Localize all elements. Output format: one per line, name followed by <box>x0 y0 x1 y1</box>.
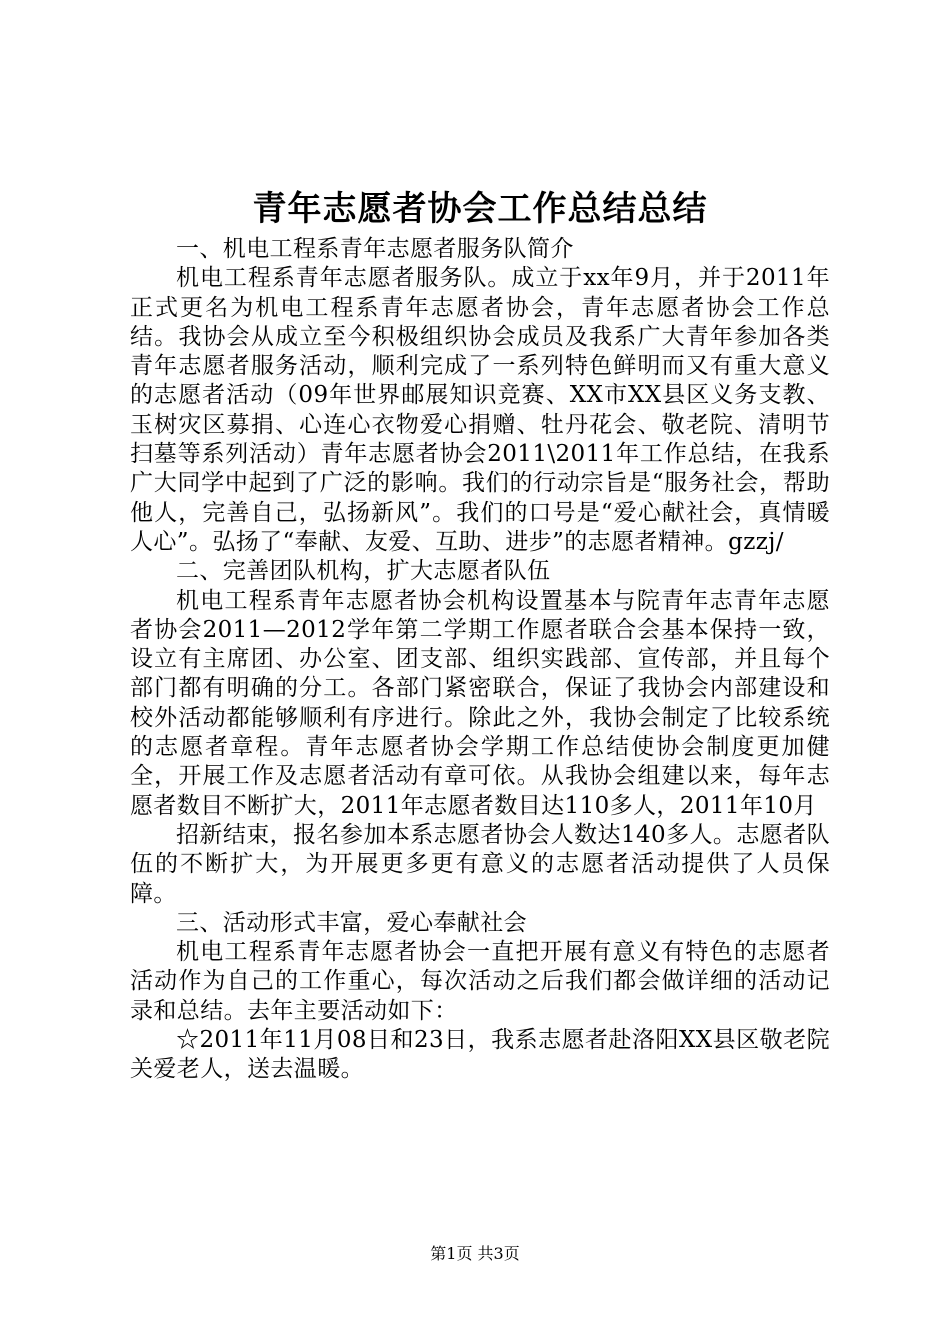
paragraph-intro: 机电工程系青年志愿者服务队。成立于xx年9月，并于2011年正式更名为机电工程系青年志愿者协会，青年志愿者协会工作总结。我协会从成立至今积极组织协会成员及我系广大青年参加各类青年志愿者服务活动，顺利完成了一系列特色鲜明而又有重大意义的志愿者活动（09年世界邮展知识竞赛、XX市XX县区义务支教、玉树灾区募捐、心连心衣物爱心捐赠、牡丹花会、敬老院、清明节扫墓等系列活动）青年志愿者协会2011\2011年工作总结，在我系广大同学中起到了广泛的影响。我们的行动宗旨是“服务社会，帮助他人，完善自己，弘扬新风”。我们的口号是“爱心献社会，真情暖人心”。弘扬了“奉献、友爱、互助、进步”的志愿者精神。gzzj/ <box>130 265 830 555</box>
page-footer: 第1页 共3页 <box>430 1244 520 1263</box>
section-heading-2: 二、完善团队机构，扩大志愿者队伍 <box>176 558 551 585</box>
paragraph-activities: 机电工程系青年志愿者协会一直把开展有意义有特色的志愿者活动作为自己的工作重心，每次活动之后我们都会做详细的活动记录和总结。去年主要活动如下： <box>130 939 830 1024</box>
paragraph-activity-item: ☆2011年11月08日和23日，我系志愿者赴洛阳XX县区敬老院关爱老人，送去温暖。 <box>130 1027 830 1083</box>
document-title: 青年志愿者协会工作总结总结 <box>252 189 708 229</box>
paragraph-recruitment: 招新结束，报名参加本系志愿者协会人数达140多人。志愿者队伍的不断扩大，为开展更多更有意义的志愿者活动提供了人员保障。 <box>130 821 830 907</box>
paragraph-structure: 机电工程系青年志愿者协会机构设置基本与院青年志青年志愿者协会2011—2012学年第二学期工作愿者联合会基本保持一致，设立有主席团、办公室、团支部、组织实践部、宣传部，并且每个部门都有明确的分工。各部门紧密联合，保证了我协会内部建设和校外活动都能够顺利有序进行。除此之外，我协会制定了比较系统的志愿者章程。青年志愿者协会学期工作总结使协会制度更加健全，开展工作及志愿者活动有章可依。从我协会组建以来，每年志愿者数目不断扩大，2011年志愿者数目达110多人，2011年10月 <box>130 587 830 819</box>
section-heading-1: 一、机电工程系青年志愿者服务队简介 <box>176 236 574 262</box>
document-page <box>130 185 830 1085</box>
section-heading-3: 三、活动形式丰富，爱心奉献社会 <box>176 909 527 936</box>
